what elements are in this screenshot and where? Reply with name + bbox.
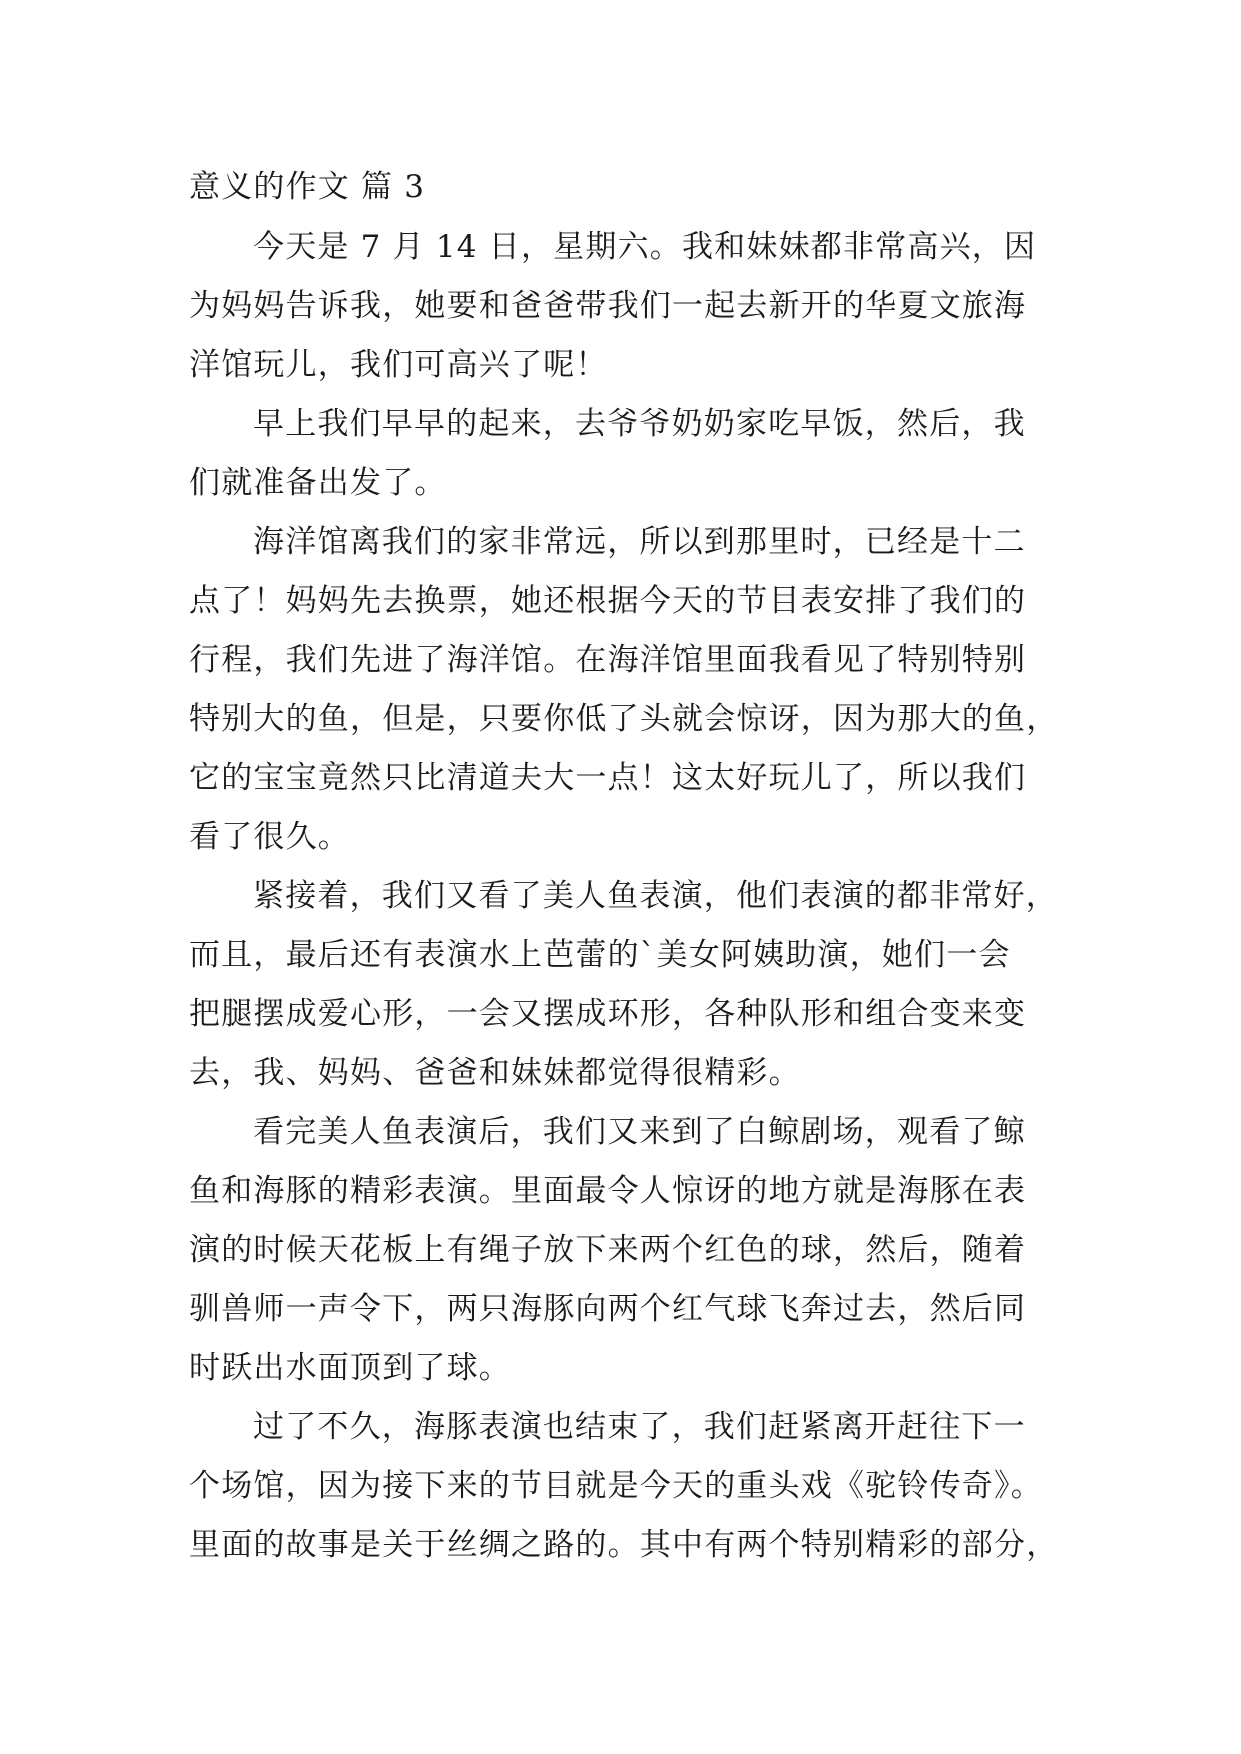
paragraph-line: 个场馆，因为接下来的节目就是今天的重头戏《驼铃传奇》。 — [189, 1468, 1043, 1504]
paragraph-line: 行程，我们先进了海洋馆。在海洋馆里面我看见了特别特别 — [189, 642, 1027, 678]
paragraph-line: 们就准备出发了。 — [189, 465, 447, 501]
paragraph-line: 过了不久，海豚表演也结束了，我们赶紧离开赶往下一 — [253, 1409, 1026, 1445]
paragraph-line: 紧接着，我们又看了美人鱼表演，他们表演的都非常好， — [253, 878, 1058, 914]
paragraph-line: 看完美人鱼表演后，我们又来到了白鲸剧场，观看了鲸 — [253, 1114, 1026, 1150]
paragraph-line: 为妈妈告诉我，她要和爸爸带我们一起去新开的华夏文旅海 — [189, 288, 1027, 324]
paragraph-line: 把腿摆成爱心形，一会又摆成环形，各种队形和组合变来变 — [189, 996, 1027, 1032]
paragraph-line: 时跃出水面顶到了球。 — [189, 1350, 511, 1386]
paragraph-line: 驯兽师一声令下，两只海豚向两个红气球飞奔过去，然后同 — [189, 1291, 1027, 1327]
paragraph-line: 而且，最后还有表演水上芭蕾的`美女阿姨助演，她们一会 — [189, 937, 1011, 973]
paragraph-line: 它的宝宝竟然只比清道夫大一点！这太好玩儿了，所以我们 — [189, 760, 1027, 796]
paragraph-line: 去，我、妈妈、爸爸和妹妹都觉得很精彩。 — [189, 1055, 801, 1091]
essay-heading: 意义的作文 篇 3 — [189, 169, 426, 205]
paragraph-line: 里面的故事是关于丝绸之路的。其中有两个特别精彩的部分， — [189, 1527, 1059, 1563]
paragraph-line: 鱼和海豚的精彩表演。里面最令人惊讶的地方就是海豚在表 — [189, 1173, 1027, 1209]
paragraph-line: 看了很久。 — [189, 819, 350, 855]
paragraph-line: 特别大的鱼，但是，只要你低了头就会惊讶，因为那大的鱼， — [189, 701, 1059, 737]
paragraph-line: 点了！妈妈先去换票，她还根据今天的节目表安排了我们的 — [189, 583, 1027, 619]
paragraph-line: 今天是 7 月 14 日，星期六。我和妹妹都非常高兴，因 — [253, 229, 1037, 265]
paragraph-line: 早上我们早早的起来，去爷爷奶奶家吃早饭，然后，我 — [253, 406, 1026, 442]
paragraph-line: 洋馆玩儿，我们可高兴了呢！ — [189, 347, 608, 383]
paragraph-line: 演的时候天花板上有绳子放下来两个红色的球，然后，随着 — [189, 1232, 1027, 1268]
paragraph-line: 海洋馆离我们的家非常远，所以到那里时，已经是十二 — [253, 524, 1026, 560]
